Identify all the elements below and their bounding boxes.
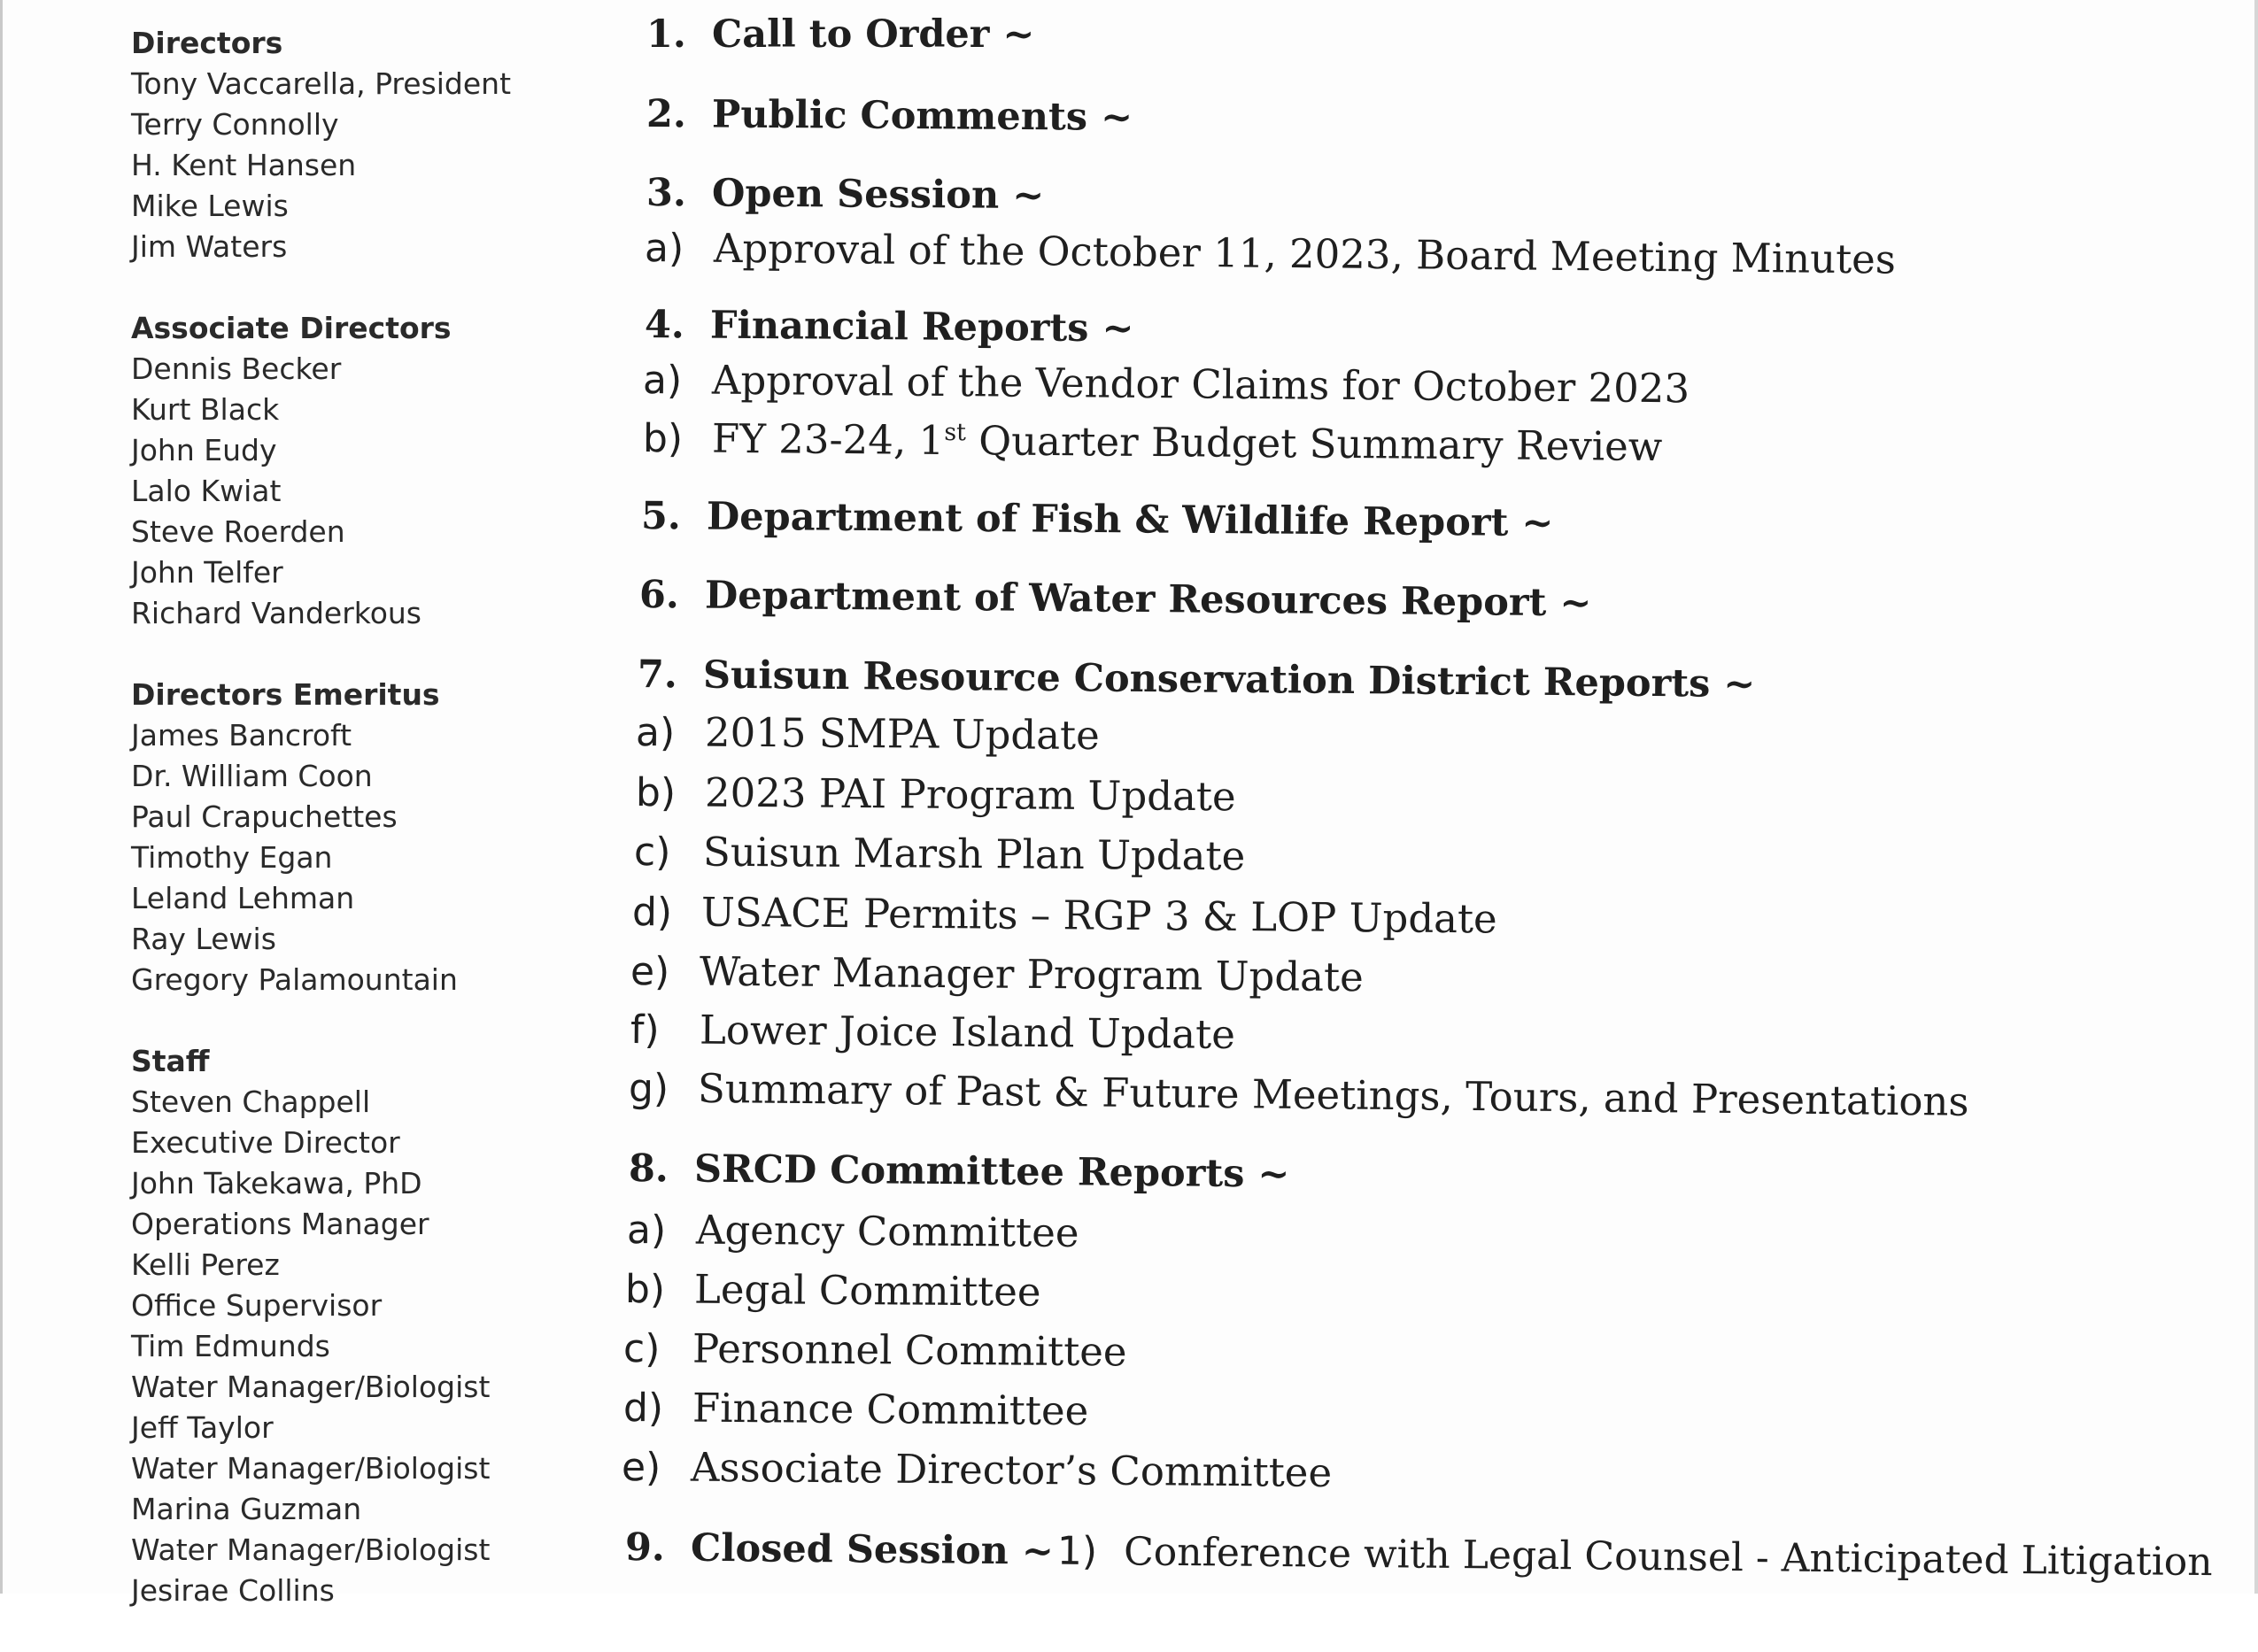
agenda-subitem-7b bbox=[636, 768, 1236, 820]
agenda-item-number: 7. bbox=[637, 652, 678, 698]
agenda-subitem-7f bbox=[630, 1006, 1235, 1058]
associate-directors-heading: Associate Directors bbox=[131, 311, 452, 345]
agenda-item-title: Open Session ~ bbox=[711, 171, 1045, 219]
agenda-subitem-8b bbox=[625, 1265, 1041, 1316]
subitem-text: Associate Director’s Committee bbox=[690, 1443, 1333, 1496]
agenda-item-title: Closed Session ~ bbox=[690, 1525, 1055, 1574]
staff-entry: Executive Director bbox=[131, 1125, 400, 1160]
staff-entry: Steven Chappell bbox=[131, 1085, 371, 1119]
subitem-letter: c) bbox=[622, 1326, 661, 1372]
agenda-item-2 bbox=[646, 92, 1133, 140]
subitem-text: Legal Committee bbox=[693, 1265, 1041, 1316]
agenda-item-number: 5. bbox=[640, 494, 682, 539]
agenda-subitem-7g bbox=[629, 1064, 1969, 1125]
associate-director-name: Steve Roerden bbox=[131, 514, 345, 549]
associate-director-name: Kurt Black bbox=[131, 392, 280, 427]
agenda-item-9 bbox=[625, 1525, 2213, 1585]
subitem-text: Approval of the October 11, 2023, Board Meeting Minutes bbox=[713, 224, 1897, 283]
subitem-letter: a) bbox=[626, 1208, 667, 1254]
staff-entry: Jeff Taylor bbox=[131, 1410, 274, 1445]
subitem-letter: g) bbox=[628, 1066, 669, 1112]
agenda-item-8 bbox=[629, 1146, 1290, 1197]
agenda-item-number: 1. bbox=[646, 12, 686, 57]
associate-director-name: John Eudy bbox=[131, 433, 277, 467]
subitem-letter: a) bbox=[635, 710, 676, 756]
staff-entry: Office Supervisor bbox=[131, 1288, 383, 1323]
agenda-subitem-8d bbox=[623, 1384, 1089, 1434]
subitem-letter: a) bbox=[644, 226, 684, 272]
director-name: H. Kent Hansen bbox=[131, 148, 357, 182]
director-emeritus-name: Ray Lewis bbox=[131, 922, 276, 956]
associate-director-name: Richard Vanderkous bbox=[131, 596, 422, 630]
agenda-item-7 bbox=[638, 652, 1756, 706]
agenda-item-5 bbox=[641, 494, 1554, 545]
agenda-item-title: Call to Order ~ bbox=[712, 12, 1035, 57]
staff-entry: John Takekawa, PhD bbox=[131, 1166, 422, 1200]
subitem-text: Personnel Committee bbox=[692, 1324, 1127, 1376]
staff-entry: Water Manager/Biologist bbox=[131, 1370, 491, 1404]
subitem-text: Finance Committee bbox=[692, 1384, 1089, 1435]
agenda-subitem-4a bbox=[643, 356, 1690, 412]
subitem-text: Conference with Legal Counsel - Anticipated Litigation bbox=[1123, 1529, 2213, 1586]
agenda-item-number: 8. bbox=[628, 1146, 669, 1192]
agenda-item-title: Department of Water Resources Report ~ bbox=[704, 573, 1592, 626]
agenda-subitem-7a bbox=[636, 708, 1100, 759]
staff-entry: Jesirae Collins bbox=[131, 1573, 335, 1608]
directors-heading: Directors bbox=[131, 26, 283, 60]
subitem-letter: e) bbox=[630, 949, 670, 995]
staff-entry: Operations Manager bbox=[131, 1207, 429, 1241]
subitem-text: Approval of the Vendor Claims for October 2023 bbox=[711, 356, 1690, 413]
subitem-letter: f) bbox=[630, 1007, 660, 1054]
subitem-letter: b) bbox=[635, 770, 677, 816]
subitem-letter: d) bbox=[622, 1386, 664, 1432]
agenda-item-4 bbox=[645, 303, 1134, 351]
staff-entry: Marina Guzman bbox=[131, 1492, 362, 1526]
agenda-item-title: Public Comments ~ bbox=[711, 92, 1133, 140]
agenda-item-6 bbox=[639, 573, 1592, 625]
agenda-subitem-8a bbox=[627, 1206, 1079, 1256]
subitem-letter: b) bbox=[642, 416, 684, 462]
director-name: Terry Connolly bbox=[131, 107, 339, 142]
director-name: Jim Waters bbox=[131, 229, 288, 264]
staff-entry: Water Manager/Biologist bbox=[131, 1532, 491, 1567]
subitem-letter: c) bbox=[633, 830, 671, 876]
associate-director-name: John Telfer bbox=[131, 555, 283, 590]
staff-entry: Water Manager/Biologist bbox=[131, 1451, 491, 1486]
agenda-item-title: Department of Fish & Wildlife Report ~ bbox=[706, 494, 1554, 546]
subitem-text: Agency Committee bbox=[695, 1206, 1079, 1257]
directors-emeritus-heading: Directors Emeritus bbox=[131, 677, 440, 712]
subitem-text: Suisun Marsh Plan Update bbox=[702, 828, 1246, 880]
director-emeritus-name: Paul Crapuchettes bbox=[131, 799, 398, 834]
agenda-item-number: 2. bbox=[646, 92, 687, 137]
agenda-item-title: Financial Reports ~ bbox=[709, 303, 1134, 351]
ordinal-superscript: st bbox=[944, 418, 967, 447]
agenda-item-number: 9. bbox=[624, 1525, 666, 1571]
director-emeritus-name: Leland Lehman bbox=[131, 881, 355, 915]
subitem-text: USACE Permits – RGP 3 & LOP Update bbox=[700, 888, 1497, 943]
agenda-subitem-7c bbox=[634, 828, 1246, 879]
subitem-text-end: Quarter Budget Summary Review bbox=[965, 417, 1663, 471]
subitem-letter: d) bbox=[631, 890, 673, 936]
staff-entry: Kelli Perez bbox=[131, 1247, 280, 1282]
director-emeritus-name: Timothy Egan bbox=[131, 840, 333, 875]
agenda-subitem-8e bbox=[622, 1443, 1333, 1496]
agenda-item-title: SRCD Committee Reports ~ bbox=[693, 1146, 1290, 1197]
agenda-item-1 bbox=[646, 12, 1034, 57]
subitem-text: Water Manager Program Update bbox=[699, 947, 1364, 1001]
agenda-subitem-7d bbox=[632, 888, 1497, 943]
associate-director-name: Lalo Kwiat bbox=[131, 474, 282, 508]
subitem-letter: a) bbox=[642, 358, 683, 404]
subitem-letter: 1) bbox=[1056, 1528, 1098, 1575]
director-name: Mike Lewis bbox=[131, 189, 289, 223]
subitem-letter: b) bbox=[624, 1267, 666, 1313]
agenda-item-title: Suisun Resource Conservation District Reports ~ bbox=[702, 652, 1756, 707]
subitem-text-start: FY 23-24, 1 bbox=[711, 414, 945, 464]
agenda-item-number: 3. bbox=[646, 171, 687, 216]
agenda-subitem-4b bbox=[643, 414, 1663, 470]
director-emeritus-name: Dr. William Coon bbox=[131, 759, 373, 793]
staff-entry: Tim Edmunds bbox=[131, 1329, 330, 1363]
subitem-text: 2023 PAI Program Update bbox=[704, 768, 1236, 821]
agenda-subitem-3a bbox=[645, 224, 1896, 283]
agenda-subitem-7e bbox=[630, 947, 1364, 1000]
agenda-item-number: 6. bbox=[638, 573, 680, 618]
subitem-letter: e) bbox=[621, 1445, 661, 1491]
subitem-text: Lower Joice Island Update bbox=[699, 1006, 1236, 1058]
director-name: Tony Vaccarella, President bbox=[131, 66, 512, 101]
agenda-subitem-8c bbox=[623, 1324, 1127, 1375]
staff-heading: Staff bbox=[131, 1044, 210, 1078]
director-emeritus-name: Gregory Palamountain bbox=[131, 962, 458, 997]
subitem-text: 2015 SMPA Update bbox=[704, 708, 1100, 760]
agenda-item-number: 4. bbox=[644, 303, 685, 348]
agenda-subitem-9-1 bbox=[1057, 1529, 2213, 1586]
agenda-item-3 bbox=[646, 171, 1045, 218]
associate-director-name: Dennis Becker bbox=[131, 351, 342, 386]
director-emeritus-name: James Bancroft bbox=[131, 718, 352, 753]
subitem-text: Summary of Past & Future Meetings, Tours, and Presentations bbox=[697, 1064, 1969, 1125]
